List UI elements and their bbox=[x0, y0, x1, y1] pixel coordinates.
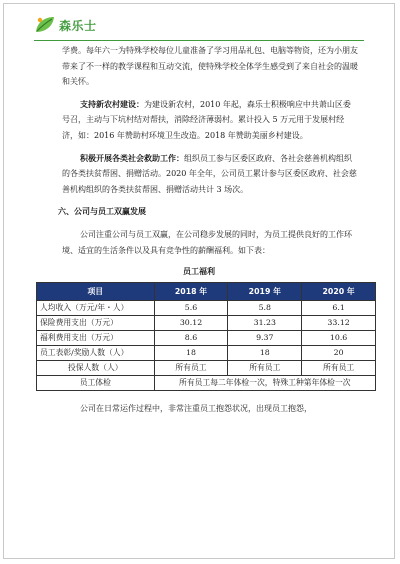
column-header: 2019 年 bbox=[228, 282, 302, 300]
table-cell: 33.12 bbox=[302, 315, 376, 330]
table-row bbox=[37, 300, 376, 315]
social-aid-text: 组织员工参与区委区政府、各社会慈善机构组织的各类扶贫帮困、捐赠活动。2020 年全年，公司员工累计参与区委区政府、社会慈善机构组织的各类扶贫帮困、捐赠活动共计 3 场次。 bbox=[62, 153, 357, 194]
social-aid-heading: 积极开展各类社会救助工作： bbox=[80, 153, 184, 163]
table-cell: 5.6 bbox=[154, 300, 228, 315]
row-label: 人均收入（万元/年・人） bbox=[37, 300, 155, 315]
table-cell: 30.12 bbox=[154, 315, 228, 330]
table-cell: 所有员工 bbox=[302, 360, 376, 375]
table-cell: 31.23 bbox=[228, 315, 302, 330]
table-cell: 8.6 bbox=[154, 330, 228, 345]
table-cell: 所有员工 bbox=[154, 360, 228, 375]
row-label: 投保人数（人） bbox=[37, 360, 155, 375]
rural-construction-text: 为建设新农村，2010 年起，森乐士积极响应中共萧山区委号召，主动与下坑村结对帮扶，消除经济薄弱村。累计投入 5 万元用于发展村经济，如：2016 年赞助村环境卫生改造。2018 年赞助美丽乡村建设。 bbox=[62, 99, 351, 140]
table-cell: 20 bbox=[302, 345, 376, 360]
row-label: 员工体检 bbox=[37, 375, 155, 390]
header-divider bbox=[34, 40, 364, 41]
document-body bbox=[40, 43, 358, 416]
paragraph-win-win: 公司注重公司与员工双赢，在公司稳步发展的同时，为员工提供良好的工作环境、适宜的生活条件以及具有竞争性的薪酬福利。如下表： bbox=[62, 229, 352, 255]
section-title: 六、公司与员工双赢发展 bbox=[58, 207, 146, 217]
rural-construction-heading: 支持新农村建设： bbox=[80, 99, 144, 109]
table-row bbox=[37, 315, 376, 330]
table-row bbox=[37, 345, 376, 360]
row-label: 员工表彰/奖励人数（人） bbox=[37, 345, 155, 360]
paragraph-rural-construction bbox=[62, 97, 358, 144]
table-row bbox=[37, 375, 376, 390]
table-title: 员工福利 bbox=[183, 267, 215, 277]
column-header: 2018 年 bbox=[154, 282, 228, 300]
paragraph-school-support: 学费。每年六一为特殊学校每位儿童准备了学习用品礼包、电脑等物资，还为小朋友带来了不一样的教学课程和互动交流，使特殊学校全体学生感受到了来自社会的温暖和关怀。 bbox=[62, 46, 358, 87]
table-cell: 18 bbox=[228, 345, 302, 360]
company-logo bbox=[33, 14, 97, 36]
paragraph-social-aid bbox=[62, 151, 358, 198]
table-cell: 18 bbox=[154, 345, 228, 360]
leaf-logo-icon bbox=[33, 14, 57, 36]
table-row bbox=[37, 360, 376, 375]
table-cell: 9.37 bbox=[228, 330, 302, 345]
row-label: 福利费用支出（万元） bbox=[37, 330, 155, 345]
table-row bbox=[37, 330, 376, 345]
table-header-row bbox=[37, 282, 376, 300]
employee-welfare-table bbox=[36, 282, 376, 391]
table-cell: 5.8 bbox=[228, 300, 302, 315]
table-cell-merged: 所有员工每二年体检一次，特殊工种第年体检一次 bbox=[154, 375, 375, 390]
column-header: 项目 bbox=[37, 282, 155, 300]
table-cell: 6.1 bbox=[302, 300, 376, 315]
table-cell: 10.6 bbox=[302, 330, 376, 345]
table-cell: 所有员工 bbox=[228, 360, 302, 375]
logo-text: 森乐士 bbox=[59, 18, 97, 33]
paragraph-complaints: 公司在日常运作过程中，非常注重员工抱怨状况，出现员工抱怨， bbox=[80, 403, 312, 413]
row-label: 保险费用支出（万元） bbox=[37, 315, 155, 330]
column-header: 2020 年 bbox=[302, 282, 376, 300]
